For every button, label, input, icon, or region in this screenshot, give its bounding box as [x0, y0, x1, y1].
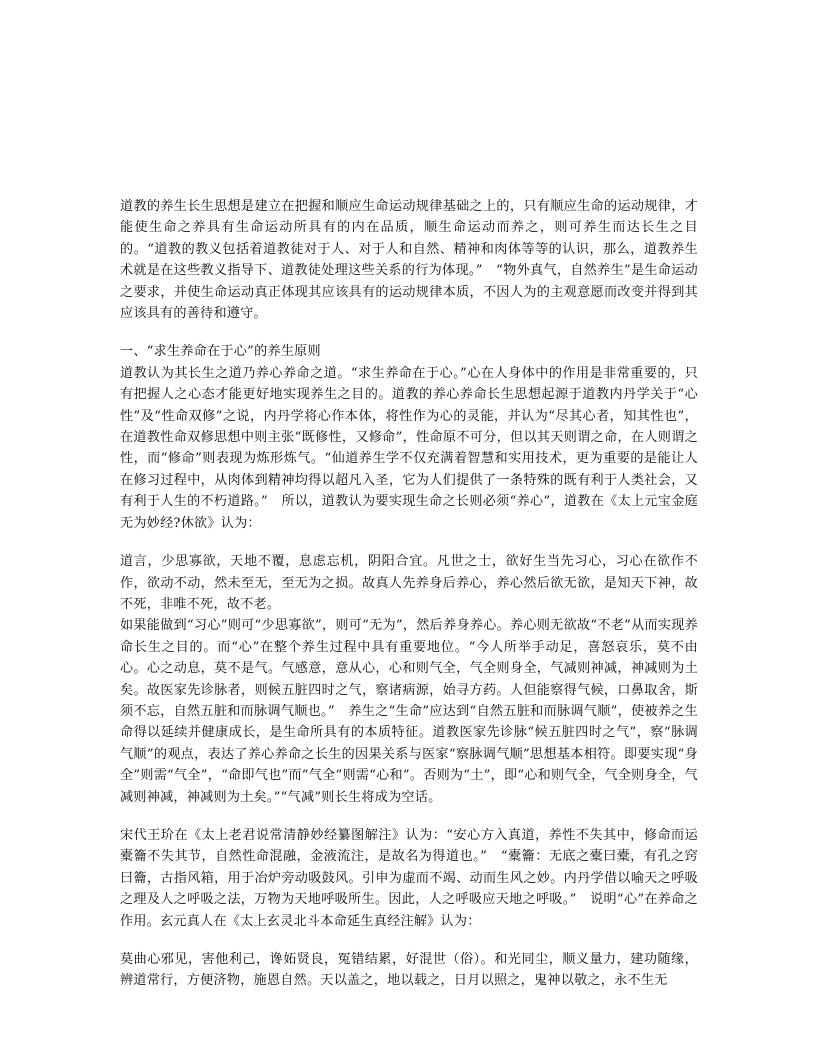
document-body: [120, 196, 698, 992]
paragraph-body-1: 道教认为其长生之道乃养心养命之道。“求生养命在于心。”心在人身体中的作用是非常重要的，只有把握人之心态才能更好地实现养生之目的。道教的养心养命长生思想起源于道教内丹学关于“心性”及“性命双修”之说，内丹学将心作本体，将性作为心的灵能，并认为“尽其心者，知其性也”，在道教性命双修思想中则主张“既修性，又修命”，性命原不可分，但以其天则谓之命，在人则谓之性，而“修命”则表现为炼形炼气。“仙道养生学不仅充满着智慧和实用技术，更为重要的是能让人在修习过程中，从肉体到精神均得以超凡入圣，它为人们提供了一条特殊的既有利于人类社会，又有利于人生的不朽道路。” 所以，道教认为要实现生命之长则必须“养心”，道教在《太上元宝金庭无为妙经?休欲》认为：: [120, 365, 698, 531]
paragraph-body-3: 宋代王玠在《太上老君说常清静妙经纂图解注》认为：“安心方入真道，养性不失其中，修命而运橐籥不失其节，自然性命混融，金液流注，是故名为得道也。” “橐籥：无底之橐曰橐，有孔之窍曰籥，古指风箱，用于冶炉旁动吸鼓风。引申为虚而不竭、动而生风之妙。内丹学借以喻天之呼吸之理及人之呼吸之法，万物为天地呼吸所生。因此，人之呼吸应天地之呼吸。” 说明“心”在养命之作用。玄元真人在《太上玄灵北斗本命延生真经注解》认为：: [120, 827, 698, 929]
paragraph-body-2: 如果能做到“习心”则可“少思寡欲”，则可“无为”，然后养身养心。养心则无欲故“不老”从而实现养命长生之目的。而“心”在整个养生过程中具有重要地位。“今人所举手动足，喜怒哀乐，莫不由心。心之动息，莫不是气。气感意，意从心，心和则气全，气全则身全，气减则神减，神减则为土矣。故医家先诊脉者，则候五脏四时之气，察诸病源，始寻方药。人但能察得气候，口鼻取舍，斯须不忘，自然五脏和而脉调气顺也。” 养生之“生命”应达到“自然五脏和而脉调气顺”，使被养之生命得以延续并健康成长，是生命所具有的本质特征。道教医家先诊脉“候五脏四时之气”，察“脉调气顺”的观点，表达了养心养命之长生的因果关系与医家“察脉调气顺”思想基本相符。即要实现“身全”则需“气全”，“命即气也”而“气全”则需“心和”。否则为“土”，即“心和则气全，气全则身全，气减则神减，神减则为土矣。”“气减”则长生将成为空话。: [120, 618, 698, 805]
quoted-passage-1: 道言，少思寡欲，天地不覆，息虑忘机，阴阳合宜。凡世之士，欲好生当先习心，习心在欲作不作，欲动不动，然未至无，至无为之损。故真人先养身后养心，养心然后欲无欲，是知天下神，故不死，非唯不死，故不老。: [120, 554, 698, 612]
paragraph-intro: 道教的养生长生思想是建立在把握和顺应生命运动规律基础之上的，只有顺应生命的运动规律，才能使生命之养具有生命运动所具有的内在品质，顺生命运动而养之，则可养生而达长生之目的。“道教的教义包括着道教徒对于人、对于人和自然、精神和肉体等等的认识，那么，道教养生术就是在这些教义指导下、道教徒处理这些关系的行为体现。” “物外真气，自然养生”是生命运动之要求，并使生命运动真正体现其应该具有的运动规律本质，不因人为的主观意愿而改变并得到其应该具有的善待和遵守。: [120, 199, 698, 322]
quoted-passage-2: 莫曲心邪见，害他利己，谗妬贤良，冤错结累，好混世（俗）。和光同尘，顺义量力，建功随缘，辨道常行，方便济物，施恩自然。天以盖之，地以载之，日月以照之，鬼神以敬之，永不生无: [120, 952, 698, 989]
section-heading-1: 一、“求生养命在于心”的养生原则: [120, 344, 321, 360]
